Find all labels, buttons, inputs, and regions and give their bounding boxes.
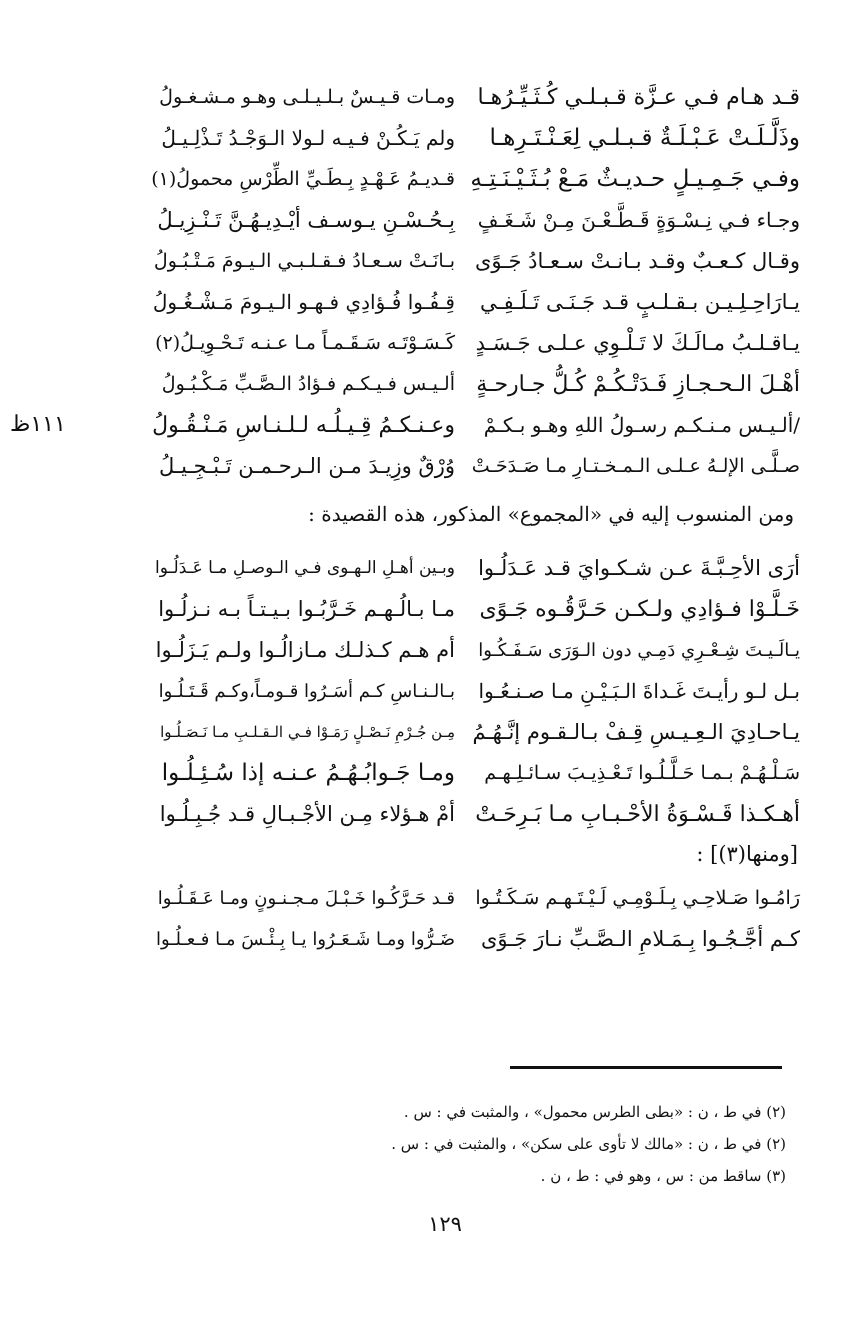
section-intro-line: ومن المنسوب إليه في «المجموع» المذكور، هذه القصيدة : (308, 502, 794, 526)
first-hemistich: كـم أجَّـجُـوا بِـمَـلامِ الـصَّـبِّ نـارَ جَـوًى (480, 927, 800, 951)
second-hemistich: مـا بـالُـهـم خَـرَّبُـوا بـيـتـاً بـه نـزلُـوا (158, 597, 455, 621)
verse-line (150, 753, 800, 794)
first-hemistich: يـاقـلـبُ مـالَـكَ لا تَـلْـوِي عـلـى جَـسَـدٍ (475, 331, 800, 355)
poem-section-1 (150, 77, 800, 487)
poem-section-3 (150, 878, 800, 960)
verse-line (150, 794, 800, 835)
footnotes (186, 1096, 786, 1192)
second-hemistich: ضَـرُّوا ومـا شَـعَـرُوا يـا بِـئْـسَ مـا فـعـلُـوا (155, 929, 455, 950)
verse-line (150, 446, 800, 487)
page-number: ١٢٩ (428, 1212, 462, 1236)
verse-line (150, 919, 800, 960)
second-hemistich: وبـين أهـلِ الـهـوى فـي الـوصـلِ مـا عَـدَلُـوا (155, 558, 455, 578)
first-hemistich: رَامُـوا صَـلاحِـي بِـلَـوْمِـي لَـيْـتَـهـم سَـكَـتُـوا (475, 887, 800, 909)
verse-line (150, 241, 800, 282)
first-hemistich: أرَى الأحِـبَّـةَ عـن شـكـوايَ قـد عَـدَلُـوا (478, 556, 800, 580)
second-hemistich: أمْ هـؤلاء مِـن الأجْـبـالِ قـد جُـبِـلُـوا (159, 802, 455, 826)
verse-line (150, 671, 800, 712)
first-hemistich: يـالَـيـتَ شِـعْـرِي دَمِـي دون الـوَرَى سَـفَـكُـوا (478, 640, 800, 661)
first-hemistich: بـل لـو رأيـتَ غَـداةَ الـبَـيْـنِ مـا صـنـعُـوا (478, 679, 800, 703)
footnote: (٣) ساقط من : س ، وهو في : ط ، ن . (540, 1167, 786, 1185)
second-hemistich: ومـات قـيـسٌ بـلـيـلـى وهـو مـشـغـولُ (159, 86, 455, 108)
first-hemistich: أهـكـذا قَـسْـوَةُ الأحْـبـابِ مـا بَـرِحَـتْ (475, 802, 800, 827)
footnote: (٢) في ط ، ن : «مالك لا تأوى على سكن» ، والمثبت في : س . (391, 1135, 786, 1153)
second-hemistich: قـد حَـرَّكُـوا خَـبْـلَ مـجـنـونٍ ومـا عَـقَـلُـوا (157, 888, 455, 909)
verse-line (150, 712, 800, 753)
second-hemistich: ألـيـس فـيـكـم فـؤادُ الـصَّـبِّ مَـكْـبُـولُ (161, 373, 455, 395)
first-hemistich: سَـلْـهُـمْ بـمـا حَـلَّـلُـوا تَـعْـذِيـبَ سـائـلِـهـم (484, 762, 800, 784)
verse-line (150, 589, 800, 630)
verse-line (150, 878, 800, 919)
first-hemistich: خَـلَّـوْا فـؤادِي ولـكـن حَـرَّقُـوه جَـوًى (479, 597, 800, 622)
first-hemistich: أهْـلَ الـحـجـازِ فَـدَتْـكُـمْ كُـلُّ جـارحـةٍ (476, 372, 800, 397)
verse-line (150, 118, 800, 159)
footnote: (٢) في ط ، ن : «بطى الطرس محمول» ، والمثبت في : س . (403, 1103, 786, 1121)
second-hemistich: كَـسَـوْتَـه سَـقَـمـاً مـا عـنـه تَـحْـوِيـلُ(٢) (155, 332, 455, 354)
first-hemistich: صـلَّـى الإلـهُ عـلـى الـمـخـتـارِ مـا صَـدَحَـتْ (471, 455, 800, 477)
second-hemistich: أم هـم كـذلـك مـازالُـوا ولـم يَـزَلُـوا (155, 638, 455, 662)
first-hemistich: /ألـيـس مـنـكـم رسـولُ اللهِ وهـو بـكـمْ (483, 413, 800, 437)
second-hemistich: ومـا جَـوابُـهُـمُ عـنـه إذا سُـئِـلُـوا (161, 760, 455, 786)
verse-line (150, 77, 800, 118)
verse-line (150, 405, 800, 446)
first-hemistich: وجـاء فـي نِـسْـوَةٍ قَـطَّـعْـنَ مِـنْ شَـغَـفٍ (477, 208, 800, 232)
verse-line (150, 323, 800, 364)
verse-line (150, 364, 800, 405)
second-hemistich: وعـنـكـمُ قِـيـلُـه لـلـنـاسِ مَـنْـقُـولُ (152, 413, 455, 438)
verse-line (150, 200, 800, 241)
second-hemistich: بـالـنـاسِ كـم أسَـرُوا قـومـاً،وكـم قَـتَـلُـوا (158, 681, 455, 702)
footnote-separator-line (510, 1066, 782, 1069)
margin-folio-note: ١١١ظ (10, 412, 66, 437)
first-hemistich: وفـي جَـمِـيـلٍ حـديـثٌ مَـعْ بُـثَـيْـنَـتِـهِ (470, 166, 800, 192)
poem-section-2 (150, 548, 800, 835)
second-hemistich: بـانَـتْ سـعـادُ فـقـلـبـي الـيـومَ مَـتْـبُـولُ (153, 250, 455, 272)
second-hemistich: وُرْقٌ وزِيـدَ مـن الـرحـمـن تَـبْـجِـيـلُ (159, 454, 455, 478)
second-hemistich: قِـفُـوا فُـؤادِي فـهـو الـيـومَ مَـشْـغُـولُ (152, 290, 455, 314)
verse-line (150, 548, 800, 589)
second-hemistich: بِـحُـسْـنِ يـوسـف أيْـدِيـهُـنَّ تَـنْـزِيـلُ (157, 208, 455, 232)
section-label-minha: [ومنها(٣)] : (696, 842, 798, 866)
first-hemistich: يـاحـادِيَ الـعِـيـسِ قِـفْ بـالـقـوم إنَّـهُـمُ (472, 720, 800, 744)
second-hemistich: قـديـمُ عَـهْـدٍ بِـطَـيِّ الطِّرْسِ محمولُ(١) (151, 168, 455, 190)
first-hemistich: وذَلَّـلَـتْ عَـبْـلَـةٌ قـبـلـي لِعَـنْـتَـرِهـا (489, 125, 800, 151)
first-hemistich: يـارَاحِـلِـيـن بـقـلـبٍ قـد جَـنَـى تَـلَـفِـي (479, 290, 800, 314)
second-hemistich: ولم يَـكُـنْ فـيـه لـولا الـوَجْـدُ تَـذْلِـيـلُ (161, 126, 455, 150)
verse-line (150, 282, 800, 323)
verse-line (150, 630, 800, 671)
verse-line (150, 159, 800, 200)
first-hemistich: وقـال كـعـبٌ وقـد بـانـتْ سـعـادُ جَـوًى (475, 249, 800, 273)
first-hemistich: قـد هـام فـي عـزَّة قـبـلـي كُـثَـيِّـرُهـا (477, 85, 800, 110)
second-hemistich: مِـن جُـرْمِ نَـصْـلٍ رَمَـوْا فـي الـقـلـبِ مـا نَـصَـلُـوا (160, 723, 455, 741)
